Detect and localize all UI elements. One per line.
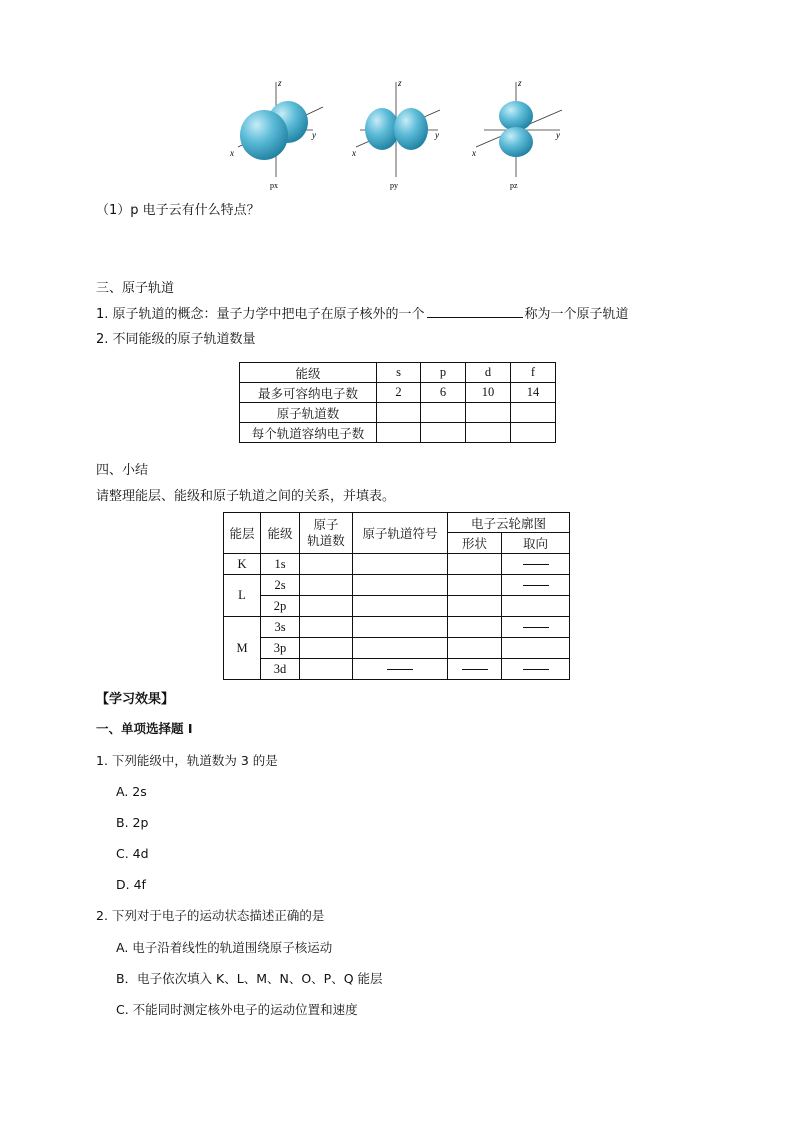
dash-mark	[462, 669, 488, 670]
svg-text:z: z	[278, 78, 282, 88]
section4-title: 四、小结	[96, 463, 149, 478]
svg-text:pz: pz	[510, 181, 518, 190]
dash-mark	[523, 627, 549, 628]
svg-text:z: z	[398, 78, 402, 88]
q2-option-a[interactable]: A. 电子沿着线性的轨道围绕原子核运动	[116, 940, 333, 955]
svg-text:y: y	[435, 130, 439, 140]
px-orbital-diagram	[228, 72, 338, 192]
table-header-cell: s	[377, 363, 421, 383]
svg-text:x: x	[352, 148, 356, 158]
level-cell: 2p	[261, 596, 300, 617]
q1-stem: 1. 下列能级中，轨道数为 3 的是	[96, 753, 278, 768]
part1-title: 一、单项选择题 I	[96, 721, 193, 736]
table-cell[interactable]	[300, 554, 353, 575]
dash-mark	[523, 585, 549, 586]
table-cell[interactable]	[448, 596, 502, 617]
table-cell[interactable]	[466, 403, 511, 423]
dash-mark	[523, 564, 549, 565]
table-cell: 14	[511, 383, 556, 403]
table-header-cell: 能级	[261, 513, 300, 554]
table-header-cell: 能级	[240, 363, 377, 383]
table-cell[interactable]	[377, 403, 421, 423]
table-cell	[502, 617, 570, 638]
layer-cell: K	[224, 554, 261, 575]
item1-suffix: 称为一个原子轨道	[524, 307, 629, 322]
table-cell[interactable]	[466, 423, 511, 443]
py-orbital-figure	[350, 72, 460, 192]
svg-text:x: x	[472, 148, 476, 158]
section3-item1	[96, 305, 629, 324]
table-row	[224, 554, 570, 575]
table-row	[240, 363, 556, 383]
table-cell[interactable]	[353, 638, 448, 659]
table-header-cell: 原子轨道符号	[353, 513, 448, 554]
table-cell[interactable]	[353, 554, 448, 575]
table-row	[240, 383, 556, 403]
svg-text:z: z	[518, 78, 522, 88]
table-cell: 最多可容纳电子数	[240, 383, 377, 403]
table-cell	[502, 554, 570, 575]
table-cell[interactable]	[502, 596, 570, 617]
table-cell[interactable]	[511, 423, 556, 443]
svg-text:x: x	[230, 148, 234, 158]
table-row	[224, 659, 570, 680]
summary-table	[223, 512, 570, 680]
learning-effect-title: 【学习效果】	[96, 692, 175, 707]
level-cell: 1s	[261, 554, 300, 575]
item1-prefix: 1. 原子轨道的概念：量子力学中把电子在原子核外的一个	[96, 307, 425, 322]
table-header-cell: 形状	[448, 533, 502, 554]
table-row	[224, 638, 570, 659]
table-row	[224, 617, 570, 638]
layer-cell: M	[224, 617, 261, 680]
q2-stem: 2. 下列对于电子的运动状态描述正确的是	[96, 908, 325, 923]
table-header-cell: p	[421, 363, 466, 383]
table-cell	[353, 659, 448, 680]
table-row	[240, 423, 556, 443]
py-orbital-diagram	[350, 72, 460, 192]
table-cell[interactable]	[511, 403, 556, 423]
table-row	[224, 513, 570, 533]
level-cell: 3d	[261, 659, 300, 680]
table-header-cell: 电子云轮廓图	[448, 513, 570, 533]
layer-cell: L	[224, 575, 261, 617]
table-cell[interactable]	[448, 638, 502, 659]
table-cell: 2	[377, 383, 421, 403]
table-header-cell: f	[511, 363, 556, 383]
pz-orbital-figure	[470, 72, 580, 192]
svg-text:px: px	[270, 181, 278, 190]
svg-text:py: py	[390, 181, 398, 190]
table-cell[interactable]	[300, 575, 353, 596]
table-cell[interactable]	[448, 554, 502, 575]
table-cell[interactable]	[300, 638, 353, 659]
table-cell[interactable]	[377, 423, 421, 443]
dash-mark	[387, 669, 413, 670]
q1-option-d[interactable]: D. 4f	[116, 877, 146, 892]
table-cell[interactable]	[448, 575, 502, 596]
table-cell[interactable]	[353, 617, 448, 638]
svg-text:y: y	[556, 130, 560, 140]
table-cell: 10	[466, 383, 511, 403]
question-p-cloud: （1）p 电子云有什么特点？	[96, 203, 260, 218]
table-cell[interactable]	[448, 617, 502, 638]
px-orbital-figure	[228, 72, 338, 192]
table-header-cell: 取向	[502, 533, 570, 554]
q2-option-b[interactable]: B．电子依次填入 K、L、M、N、O、P、Q 能层	[116, 971, 383, 986]
q1-option-b[interactable]: B. 2p	[116, 815, 149, 830]
orbital-count-table	[239, 362, 556, 443]
table-cell[interactable]	[300, 617, 353, 638]
table-cell: 原子轨道数	[240, 403, 377, 423]
table-cell[interactable]	[353, 575, 448, 596]
section3-title: 三、原子轨道	[96, 281, 175, 296]
table-cell[interactable]	[421, 403, 466, 423]
table-header-cell: 原子 轨道数	[300, 513, 353, 554]
table-row	[224, 575, 570, 596]
dash-mark	[523, 669, 549, 670]
fill-blank[interactable]	[427, 305, 523, 318]
level-cell: 2s	[261, 575, 300, 596]
level-cell: 3s	[261, 617, 300, 638]
table-cell[interactable]	[502, 638, 570, 659]
svg-text:y: y	[312, 130, 316, 140]
q1-option-a[interactable]: A. 2s	[116, 784, 147, 799]
table-cell	[448, 659, 502, 680]
table-cell[interactable]	[300, 659, 353, 680]
table-cell: 6	[421, 383, 466, 403]
table-cell	[502, 659, 570, 680]
table-cell[interactable]	[421, 423, 466, 443]
table-cell[interactable]	[300, 596, 353, 617]
q1-option-c[interactable]: C. 4d	[116, 846, 149, 861]
table-row	[240, 403, 556, 423]
q2-option-c[interactable]: C. 不能同时测定核外电子的运动位置和速度	[116, 1002, 358, 1017]
section3-item2: 2. 不同能级的原子轨道数量	[96, 332, 256, 347]
pz-orbital-diagram	[470, 72, 580, 192]
table-row	[224, 596, 570, 617]
section4-instruction: 请整理能层、能级和原子轨道之间的关系，并填表。	[96, 489, 396, 504]
table-cell	[502, 575, 570, 596]
table-header-cell: 能层	[224, 513, 261, 554]
level-cell: 3p	[261, 638, 300, 659]
table-header-cell: d	[466, 363, 511, 383]
table-cell: 每个轨道容纳电子数	[240, 423, 377, 443]
table-cell[interactable]	[353, 596, 448, 617]
